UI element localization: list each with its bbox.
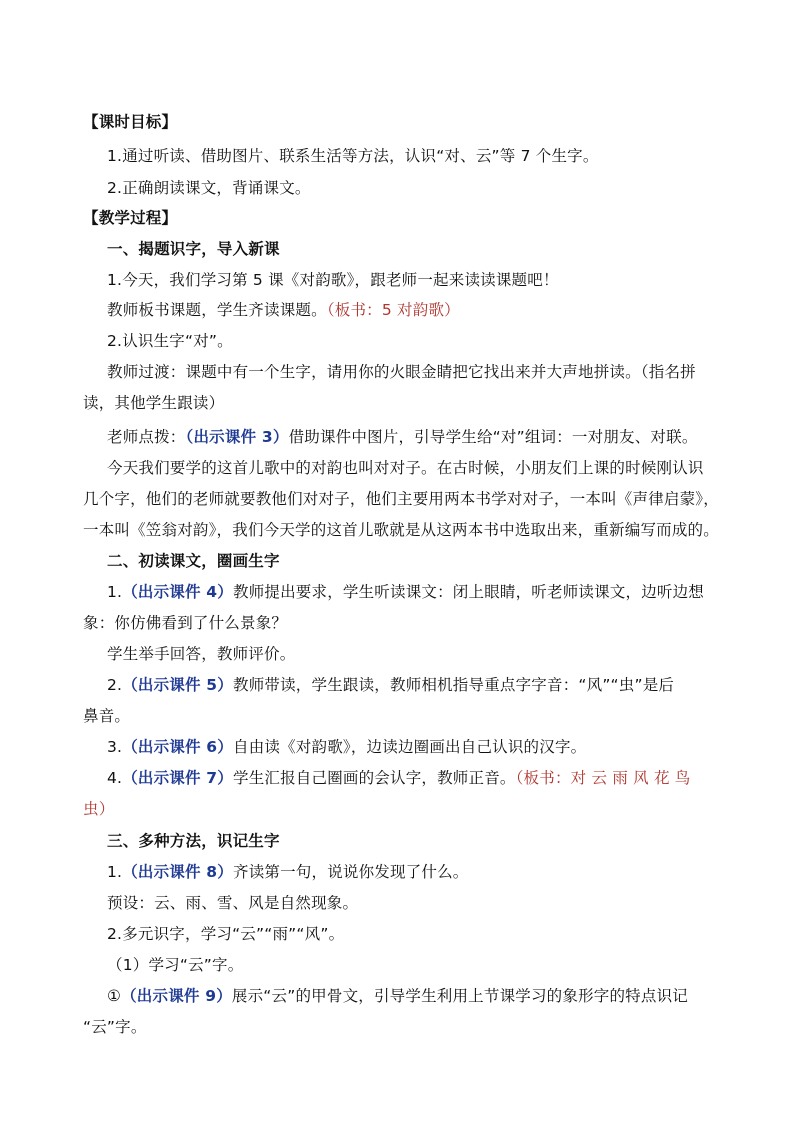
part2-item-3-text: 自由读《对韵歌》，边读边圈画出自己认识的汉字。: [233, 738, 587, 756]
courseware-ref-6: （出示课件 6）: [122, 738, 233, 756]
section-title-process: 【教学过程】: [83, 209, 178, 227]
part3-item-1-number: 1.: [107, 863, 123, 881]
part3-item-2: 2.多元识字，学习“云”“雨”“风”。: [107, 925, 345, 943]
part3-item-1-followup: 预设：云、雨、雪、风是自然现象。: [107, 894, 359, 912]
part1-paragraph-2: [107, 300, 460, 320]
courseware-ref-7: （出示课件 7）: [122, 769, 233, 787]
part2-item-2-text: 教师带读，学生跟读，教师相机指导重点字字音：“风”“虫”是后: [233, 676, 675, 694]
courseware-ref-4: （出示课件 4）: [122, 583, 233, 601]
part2-item-4-number: 4.: [107, 769, 123, 787]
part3-item-1-text: 齐读第一句，说说你发现了什么。: [233, 863, 469, 881]
part3-subitem-1a-number: ①: [107, 987, 122, 1005]
part1-paragraph-4-line-2: 读，其他学生跟读）: [83, 394, 225, 412]
part2-item-1-line-2: 象：你仿佛看到了什么景象？: [83, 614, 288, 632]
courseware-ref-3: （出示课件 3）: [185, 428, 289, 446]
part2-item-2-line-2: 鼻音。: [83, 707, 131, 725]
part2-item-1-text: 教师提出要求，学生听读课文：闭上眼睛，听老师读课文，边听边想: [233, 583, 705, 601]
part1-paragraph-1: 1.今天，我们学习第 5 课《对韵歌》，跟老师一起来读读课题吧！: [107, 271, 559, 289]
part3-subitem-1: （1）学习“云”字。: [107, 956, 244, 974]
part3-item-1: [107, 862, 469, 882]
part1-paragraph-3: 2.认识生字“对”。: [107, 332, 233, 350]
part2-item-4-line-1: [107, 768, 691, 788]
part1-heading: 一、揭题识字，导入新课: [107, 240, 280, 258]
part2-item-3: [107, 737, 586, 757]
part1-paragraph-5-text: 借助课件中图片，引导学生给“对”组词：一对朋友、对联。: [288, 428, 698, 446]
part1-paragraph-5-prefix: 老师点拨：: [107, 428, 186, 446]
part2-item-1-number: 1.: [107, 583, 123, 601]
part1-paragraph-6-line-2: 几个字，他们的老师就要教他们对对子，他们主要用两本书学对对子，一本叫《声律启蒙》，: [83, 490, 719, 508]
goal-item-2: 2.正确朗读课文，背诵课文。: [107, 179, 311, 197]
courseware-ref-8: （出示课件 8）: [122, 863, 233, 881]
part2-item-2-line-1: [107, 675, 674, 695]
courseware-ref-9: （出示课件 9）: [121, 987, 232, 1005]
part1-paragraph-4-line-1: 教师过渡：课题中有一个生字，请用你的火眼金睛把它找出来并大声地拼读。（指名拼: [107, 363, 696, 381]
blackboard-note-characters: （板书：对 云 雨 风 花 鸟: [515, 769, 691, 787]
part2-item-2-number: 2.: [107, 676, 123, 694]
goal-item-1: 1.通过听读、借助图片、联系生活等方法，认识“对、云”等 7 个生字。: [107, 147, 599, 165]
part3-heading: 三、多种方法，识记生字: [107, 832, 280, 850]
part1-paragraph-6-line-3: 一本叫《笠翁对韵》，我们今天学的这首儿歌就是从这两本书中选取出来，重新编写而成的。: [83, 521, 719, 539]
part2-item-3-number: 3.: [107, 738, 123, 756]
part1-paragraph-2-text: 教师板书课题，学生齐读课题。: [107, 301, 327, 319]
section-title-goals: 【课时目标】: [83, 113, 178, 131]
part2-heading: 二、初读课文，圈画生字: [107, 552, 280, 570]
part3-subitem-1a-text: 展示“云”的甲骨文，引导学生利用上节课学习的象形字的特点识记: [231, 987, 688, 1005]
blackboard-note-characters-end: 虫）: [83, 800, 115, 818]
part2-item-4-text: 学生汇报自己圈画的会认字，教师正音。: [233, 769, 516, 787]
blackboard-note: （板书：5 对韵歌）: [326, 301, 460, 319]
part2-item-1-line-1: [107, 582, 704, 602]
part3-subitem-1a-line-1: [107, 986, 688, 1006]
part2-item-1-followup: 学生举手回答，教师评价。: [107, 645, 296, 663]
courseware-ref-5: （出示课件 5）: [122, 676, 233, 694]
part1-paragraph-5: [107, 427, 698, 447]
part3-subitem-1a-line-2: “云”字。: [83, 1018, 147, 1036]
part1-paragraph-6-line-1: 今天我们要学的这首儿歌中的对韵也叫对对子。在古时候，小朋友们上课的时候刚认识: [107, 459, 704, 477]
